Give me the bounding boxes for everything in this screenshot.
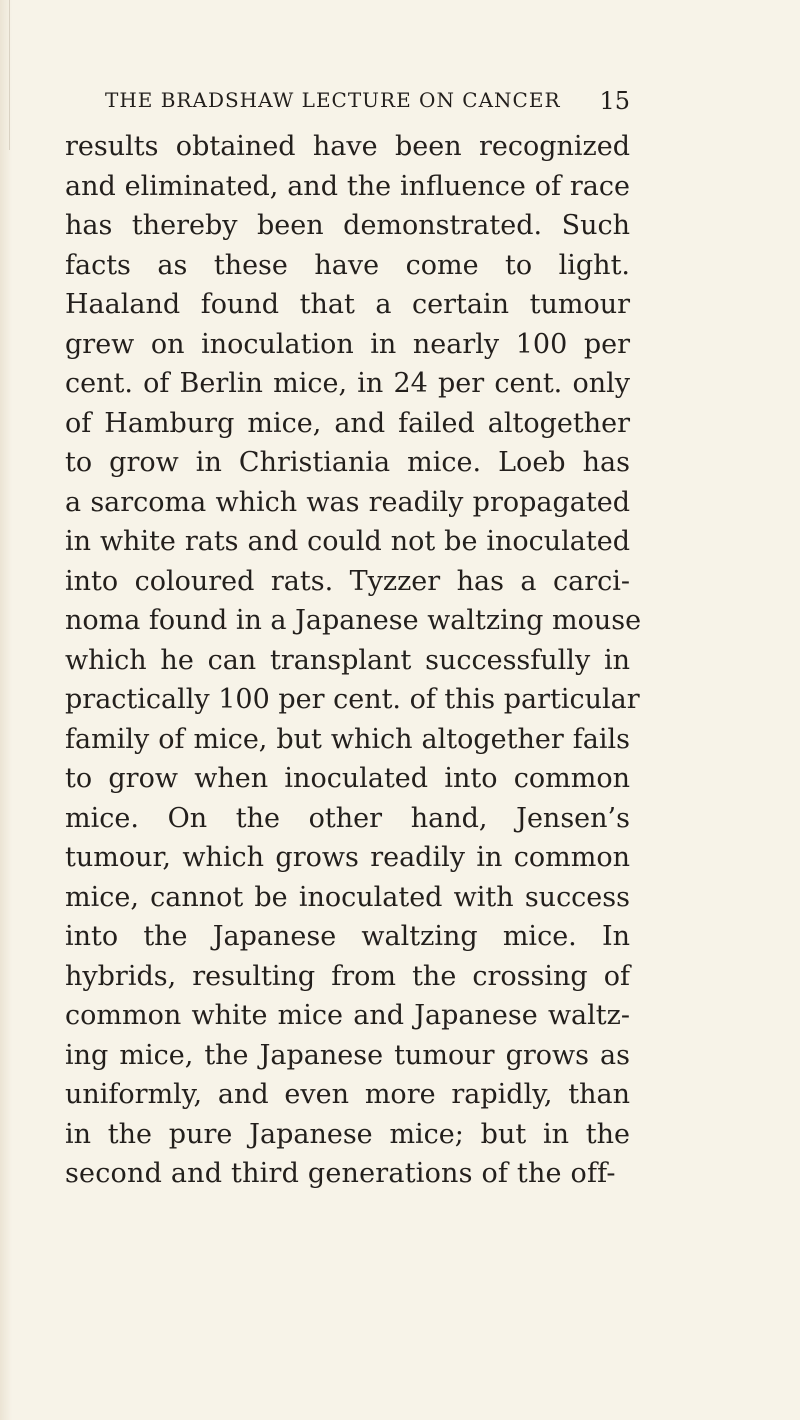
text-line: into coloured rats. Tyzzer has a carci- xyxy=(65,565,630,597)
text-line: ing mice, the Japanese tumour grows as xyxy=(65,1039,630,1071)
text-line: noma found in a Japanese waltzing mouse xyxy=(65,605,642,636)
text-line: second and third generations of the off- xyxy=(65,1158,616,1189)
text-line: a sarcoma which was readily propagated xyxy=(65,486,630,518)
text-line: and eliminated, and the influence of race xyxy=(65,170,630,202)
text-line: Haaland found that a certain tumour xyxy=(65,289,630,320)
text-line: mice, cannot be inoculated with success xyxy=(65,881,630,913)
body-text xyxy=(65,127,642,1194)
text-line: hybrids, resulting from the crossing of xyxy=(65,960,630,992)
text-line: facts as these have come to light. xyxy=(65,249,630,281)
text-line: in white rats and could not be inoculated xyxy=(65,526,630,557)
text-line: into the Japanese waltzing mice. In xyxy=(65,921,630,952)
text-line: family of mice, but which altogether fails xyxy=(65,723,630,755)
text-line: practically 100 per cent. of this particular xyxy=(65,684,640,715)
text-line: uniformly, and even more rapidly, than xyxy=(65,1079,630,1110)
page-edge-line xyxy=(9,0,10,150)
page-number: 15 xyxy=(599,87,630,115)
text-line: tumour, which grows readily in common xyxy=(65,842,630,873)
text-line: in the pure Japanese mice; but in the xyxy=(65,1118,630,1150)
page-left-edge-shadow xyxy=(0,0,12,1420)
text-line: grew on inoculation in nearly 100 per xyxy=(65,328,630,360)
text-line: cent. of Berlin mice, in 24 per cent. only xyxy=(65,368,630,399)
page-header xyxy=(105,88,630,118)
text-line: to grow when inoculated into common xyxy=(65,763,630,794)
running-head: THE BRADSHAW LECTURE ON CANCER xyxy=(105,88,561,112)
text-line: has thereby been demonstrated. Such xyxy=(65,210,630,241)
text-line: results obtained have been recognized xyxy=(65,131,630,162)
text-line: which he can transplant successfully in xyxy=(65,644,630,676)
text-line: common white mice and Japanese waltz- xyxy=(65,1000,630,1031)
text-line: to grow in Christiania mice. Loeb has xyxy=(65,447,630,478)
text-line: mice. On the other hand, Jensen’s xyxy=(65,802,630,834)
text-line: of Hamburg mice, and failed altogether xyxy=(65,407,630,439)
